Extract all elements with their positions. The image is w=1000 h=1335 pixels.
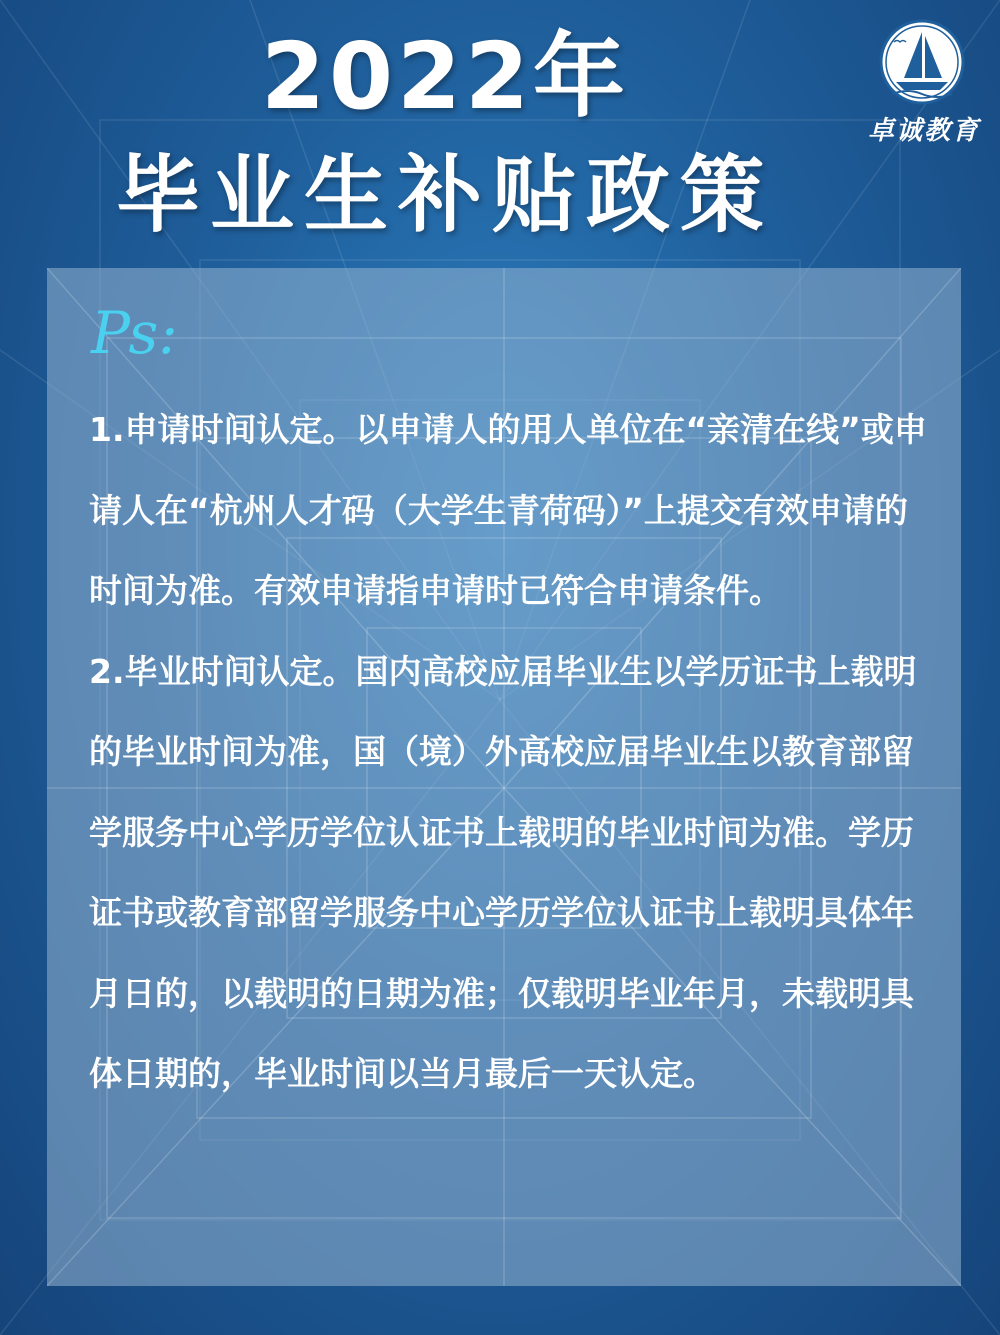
policy-paragraph-2: 2.毕业时间认定。国内高校应届毕业生以学历证书上载明的毕业时间为准，国（境）外高校应届毕业生以教育部留学服务中心学历学位认证书上载明的毕业时间为准。学历证书或教育部留学服务中心学历学位认证书上载明具体年月日的，以载明的日期为准；仅载明毕业年月，未载明具体日期的，毕业时间以当月最后一天认定。 <box>89 651 917 1093</box>
content-panel <box>47 268 961 1286</box>
policy-text <box>89 390 929 1115</box>
page-title-year: 2022年 <box>260 23 630 130</box>
brand-name: 卓诚教育 <box>867 116 980 146</box>
page-title: 毕业生补贴政策 <box>115 146 774 244</box>
ps-label: Ps: <box>91 299 178 367</box>
brand-logo <box>856 18 992 148</box>
policy-paragraph-1: 1.申请时间认定。以申请人的用人单位在“亲清在线”或申请人在“杭州人才码（大学生青荷码）”上提交有效申请的时间为准。有效申请指申请时已符合申请条件。 <box>89 410 927 610</box>
sailboat-logo-icon <box>878 18 966 106</box>
